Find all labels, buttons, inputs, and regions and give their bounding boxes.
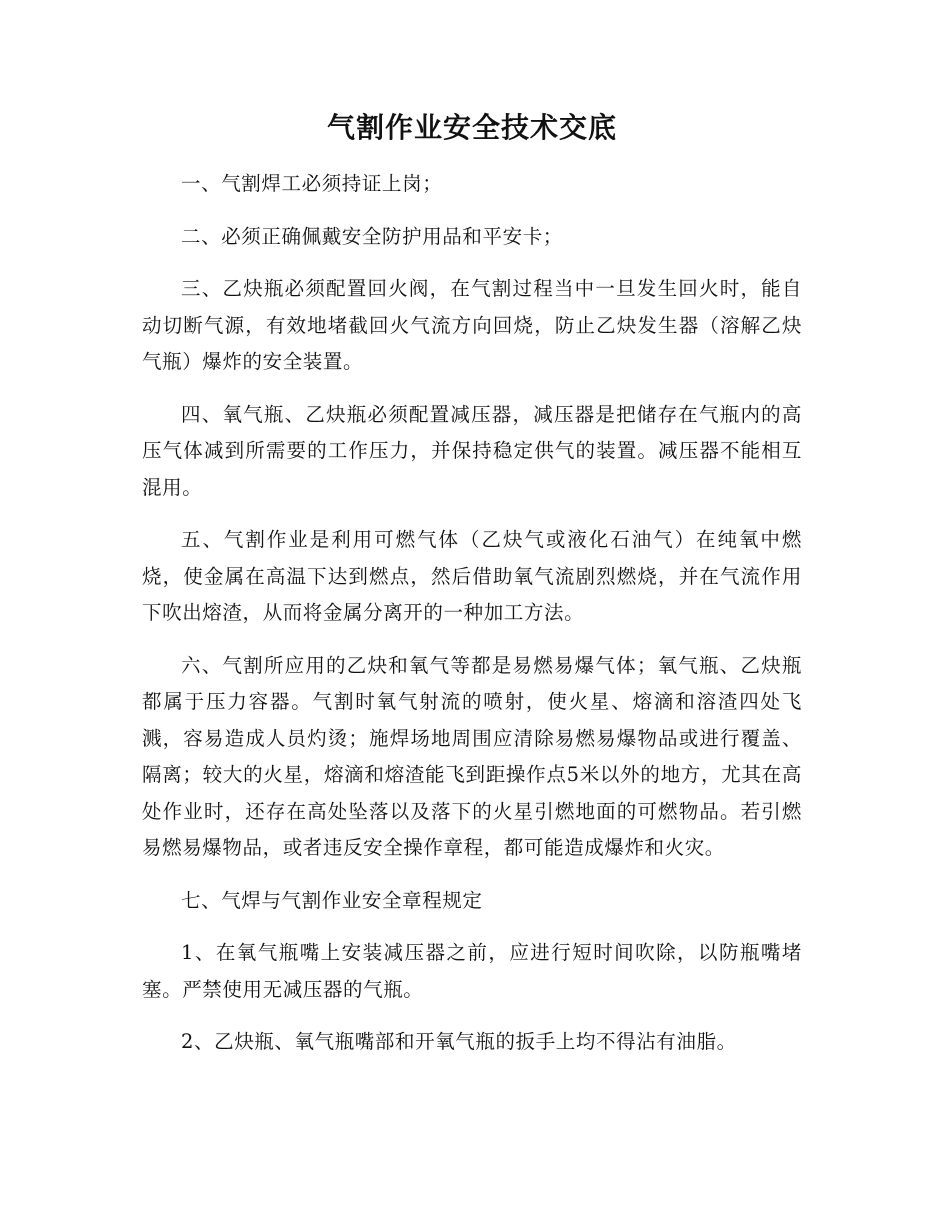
document-title: 气割作业安全技术交底 <box>326 111 617 144</box>
paragraph-6: 六、气割所应用的乙炔和氧气等都是易燃易爆气体；氧气瓶、乙炔瓶都属于压力容器。气割时氧气射流的喷射，使火星、熔滴和溶渣四处飞溅，容易造成人员灼烫；施焊场地周围应清除易燃易爆物品或进行覆盖、隔离；较大的火星，熔滴和熔渣能飞到距操作点5米以外的地方，尤其在高处作业时，还存在高处坠落以及落下的火星引燃地面的可燃物品。若引燃易燃易爆物品，或者违反安全操作章程，都可能造成爆炸和火灾。 <box>142 653 802 859</box>
document-page <box>142 108 802 1077</box>
paragraph-9: 2、乙炔瓶、氧气瓶嘴部和开氧气瓶的扳手上均不得沾有油脂。 <box>181 1030 737 1053</box>
paragraph-1: 一、气割焊工必须持证上岗； <box>181 172 443 195</box>
paragraph-2: 二、必须正确佩戴安全防护用品和平安卡； <box>181 224 563 248</box>
paragraph-5: 五、气割作业是利用可燃气体（乙炔气或液化石油气）在纯氧中燃烧，使金属在高温下达到燃点，然后借助氧气流剧烈燃烧，并在气流作用下吹出熔渣，从而将金属分离开的一种加工方法。 <box>142 528 802 624</box>
paragraph-7: 七、气焊与气割作业安全章程规定 <box>181 888 483 912</box>
paragraph-8: 1、在氧气瓶嘴上安装减压器之前，应进行短时间吹除，以防瓶嘴堵塞。严禁使用无减压器的气瓶。 <box>142 941 802 1001</box>
paragraph-4: 四、氧气瓶、乙炔瓶必须配置减压器，减压器是把储存在气瓶内的高压气体减到所需要的工作压力，并保持稳定供气的装置。减压器不能相互混用。 <box>142 402 802 499</box>
paragraph-3: 三、乙炔瓶必须配置回火阀，在气割过程当中一旦发生回火时，能自动切断气源，有效地堵截回火气流方向回烧，防止乙炔发生器（溶解乙炔气瓶）爆炸的安全装置。 <box>142 277 802 373</box>
